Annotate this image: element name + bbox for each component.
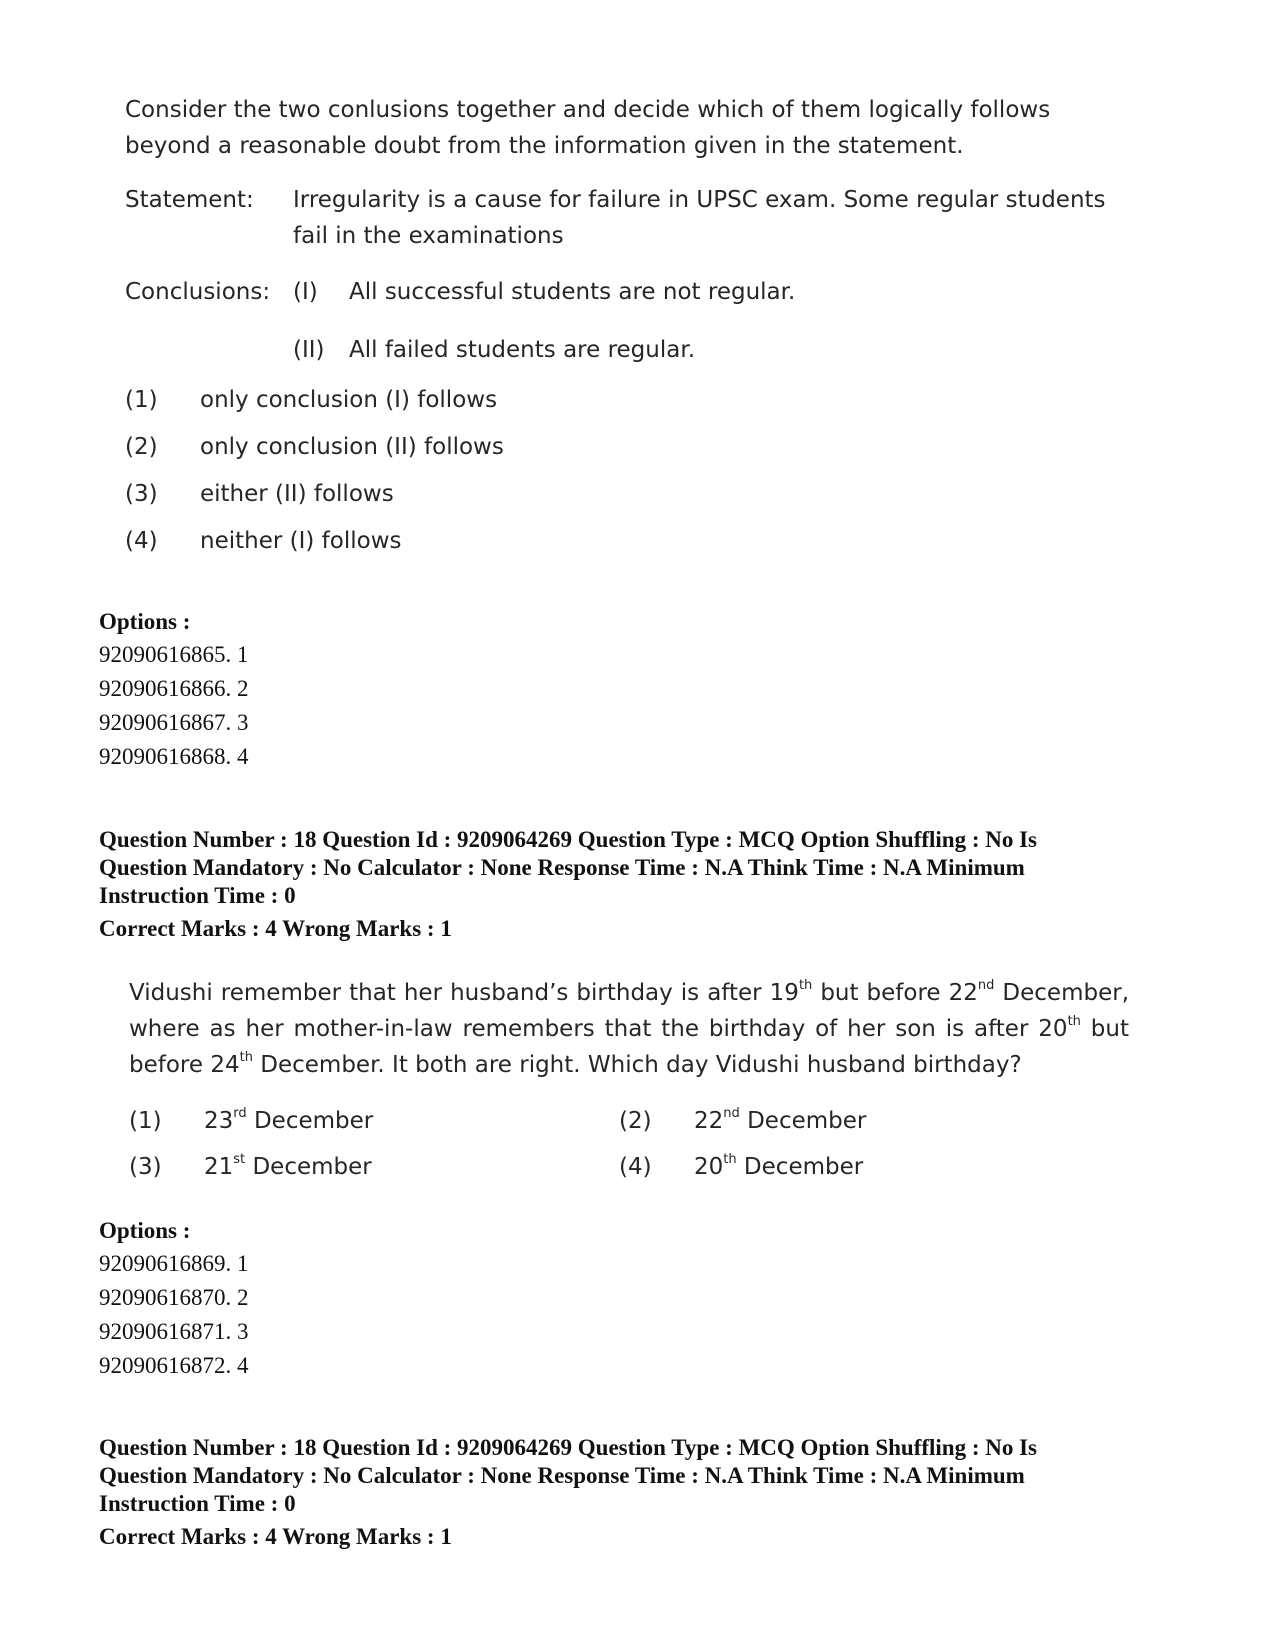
option-item: 92090616865. 1 (99, 642, 249, 667)
answer-choices (129, 1103, 1129, 1185)
option-item: 92090616872. 4 (99, 1353, 249, 1378)
question-intro: Vidushi remember that her husband’s birthday is after 19th but before 22nd December, where as her mother-in-law remembers that the birthday of her son is after 20th but before 24th December. It both are right. Which day Vidushi husband birthday? (129, 978, 1130, 1078)
options-label: Options : (99, 609, 191, 634)
conclusion-row-2 (125, 332, 1125, 368)
statement-row (125, 182, 1125, 254)
choice-text: 21st December (204, 1152, 372, 1180)
answer-choice (619, 1149, 1109, 1185)
choice-number: (2) (125, 434, 158, 460)
choice-text: only conclusion (II) follows (200, 434, 504, 460)
options-list-1 (99, 606, 1159, 774)
marks-line: Correct Marks : 4 Wrong Marks : 1 (99, 916, 452, 941)
conclusion-row-1 (125, 274, 1125, 310)
choice-text: neither (I) follows (200, 528, 402, 554)
header-line: Question Number : 18 Question Id : 9209064269 Question Type : MCQ Option Shuffling : No Is (99, 1435, 1038, 1460)
choice-text: only conclusion (I) follows (200, 387, 498, 413)
answer-choice (125, 382, 1125, 429)
option-item: 92090616869. 1 (99, 1251, 249, 1276)
option-item: 92090616868. 4 (99, 744, 249, 769)
header-line: Question Mandatory : No Calculator : None Response Time : N.A Think Time : N.A Minimum (99, 855, 1025, 880)
choice-text: 20th December (694, 1152, 864, 1180)
choice-number: (4) (619, 1154, 652, 1180)
question-17-body (125, 92, 1125, 570)
choice-number: (3) (129, 1154, 162, 1180)
header-line: Instruction Time : 0 (99, 1491, 296, 1516)
answer-choice (619, 1103, 1109, 1139)
option-item: 92090616867. 3 (99, 710, 249, 735)
choice-number: (4) (125, 528, 158, 554)
conclusion-number: (I) (293, 279, 318, 305)
question-header (99, 826, 1159, 943)
options-list-2 (99, 1215, 1159, 1383)
choice-number: (1) (129, 1108, 162, 1134)
option-item: 92090616871. 3 (99, 1319, 249, 1344)
choice-number: (3) (125, 481, 158, 507)
answer-choice (129, 1149, 619, 1185)
marks-line: Correct Marks : 4 Wrong Marks : 1 (99, 1524, 452, 1549)
header-line: Instruction Time : 0 (99, 883, 296, 908)
conclusion-text: All failed students are regular. (349, 337, 695, 363)
question-18-body (129, 975, 1129, 1185)
statement-label: Statement: (125, 187, 254, 213)
conclusion-number: (II) (293, 337, 325, 363)
answer-choices (125, 382, 1125, 570)
conclusion-text: All successful students are not regular. (349, 279, 796, 305)
options-label: Options : (99, 1218, 191, 1243)
conclusions-label: Conclusions: (125, 279, 271, 305)
header-line: Question Number : 18 Question Id : 9209064269 Question Type : MCQ Option Shuffling : No Is (99, 827, 1038, 852)
question-header (99, 1434, 1159, 1551)
choice-text: 23rd December (204, 1106, 374, 1134)
answer-choice (125, 429, 1125, 476)
choice-text: either (II) follows (200, 481, 394, 507)
answer-choice (125, 523, 1125, 570)
question-intro: Consider the two conlusions together and decide which of them logically follows beyond a reasonable doubt from the information given in the statement. (125, 97, 1051, 159)
option-item: 92090616870. 2 (99, 1285, 249, 1310)
choice-text: 22nd December (694, 1106, 867, 1134)
choice-number: (1) (125, 387, 158, 413)
statement-text: Irregularity is a cause for failure in UPSC exam. Some regular students fail in the examinations (293, 187, 1106, 249)
answer-choice (125, 476, 1125, 523)
choice-number: (2) (619, 1108, 652, 1134)
option-item: 92090616866. 2 (99, 676, 249, 701)
answer-choice (129, 1103, 619, 1139)
header-line: Question Mandatory : No Calculator : None Response Time : N.A Think Time : N.A Minimum (99, 1463, 1025, 1488)
